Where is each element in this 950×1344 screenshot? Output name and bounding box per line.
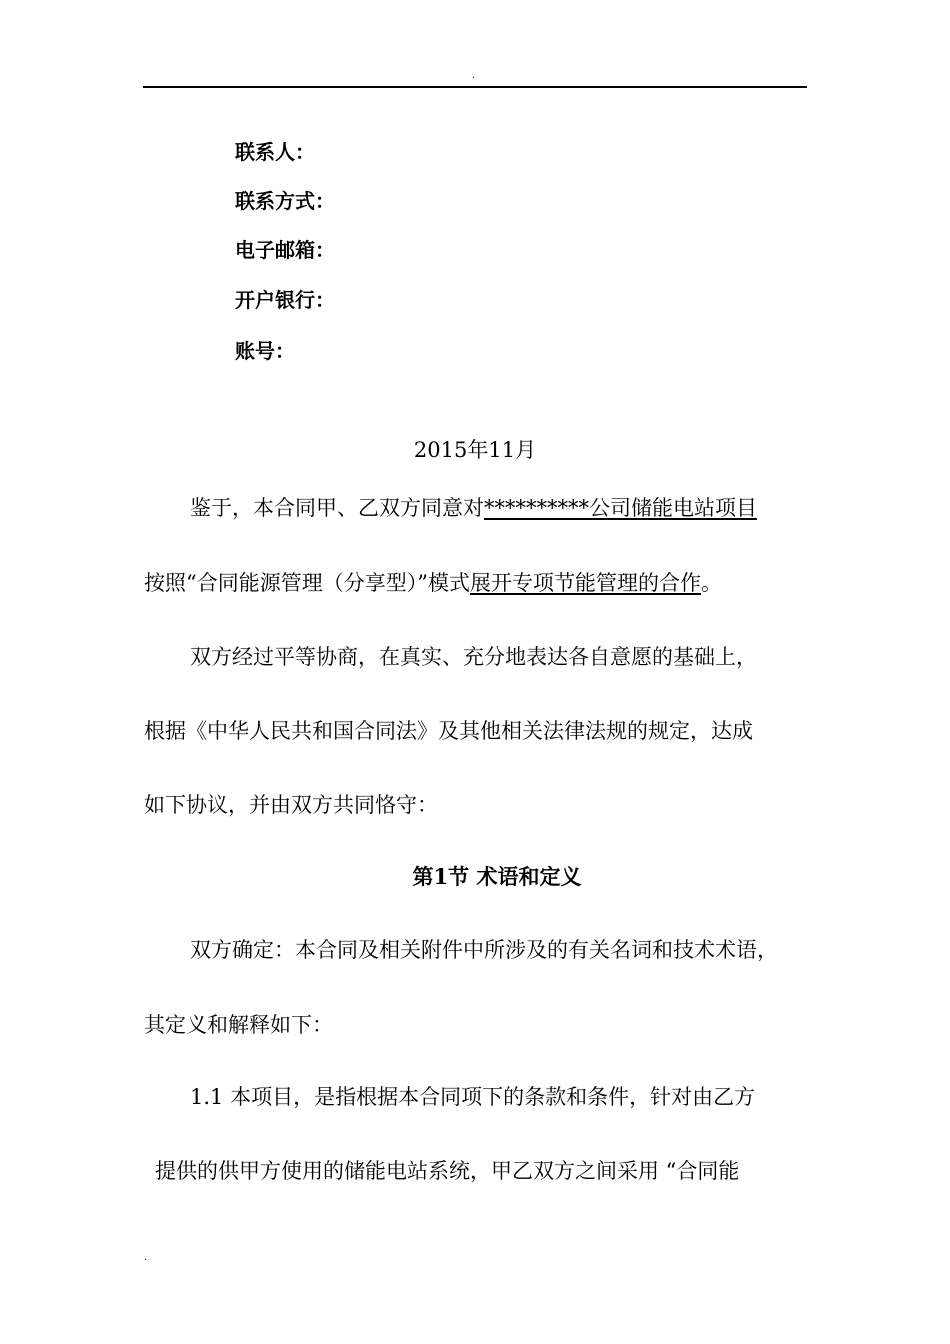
clause-1-1-line-2: 提供的供甲方使用的储能电站系统，甲乙双方之间采用 “合同能: [155, 1159, 740, 1183]
section-1-heading: 第1节 术语和定义: [412, 864, 582, 889]
email-label: 电子邮箱：: [235, 238, 335, 262]
preamble-line-2: [144, 570, 722, 596]
preamble-line-4: 根据《中华人民共和国合同法》及其他相关法律法规的规定，达成: [144, 719, 753, 743]
preamble-line-2-end: 。: [700, 571, 722, 595]
preamble-line-5: 如下协议，并由双方共同恪守：: [144, 793, 438, 817]
contact-method-label: 联系方式：: [235, 189, 335, 213]
cooperation-underlined: 展开专项节能管理的合作: [469, 571, 701, 595]
header-rule: [143, 86, 807, 88]
section-1-intro-line-2: 其定义和解释如下：: [144, 1013, 333, 1037]
account-label: 账号：: [235, 339, 295, 363]
preamble-line-1-text: 鉴于，本合同甲、乙双方同意对: [190, 496, 484, 520]
contact-person-label: 联系人：: [235, 140, 315, 164]
preamble-line-1: [190, 495, 757, 521]
project-name-underlined: **********公司储能电站项目: [484, 496, 757, 520]
footer-mark: .: [144, 1252, 148, 1263]
section-1-intro-line-1: 双方确定：本合同及相关附件中所涉及的有关名词和技术术语，: [190, 938, 778, 962]
clause-1-1-line-1: 1.1 本项目，是指根据本合同项下的条款和条件，针对由乙方: [190, 1085, 756, 1109]
document-date: 2015年11月: [413, 438, 537, 462]
preamble-line-2-text: 按照“合同能源管理（分享型）”模式: [144, 571, 470, 595]
header-mark: .: [472, 70, 476, 81]
bank-label: 开户银行：: [235, 288, 335, 312]
preamble-line-3: 双方经过平等协商，在真实、充分地表达各自意愿的基础上，: [190, 645, 757, 669]
